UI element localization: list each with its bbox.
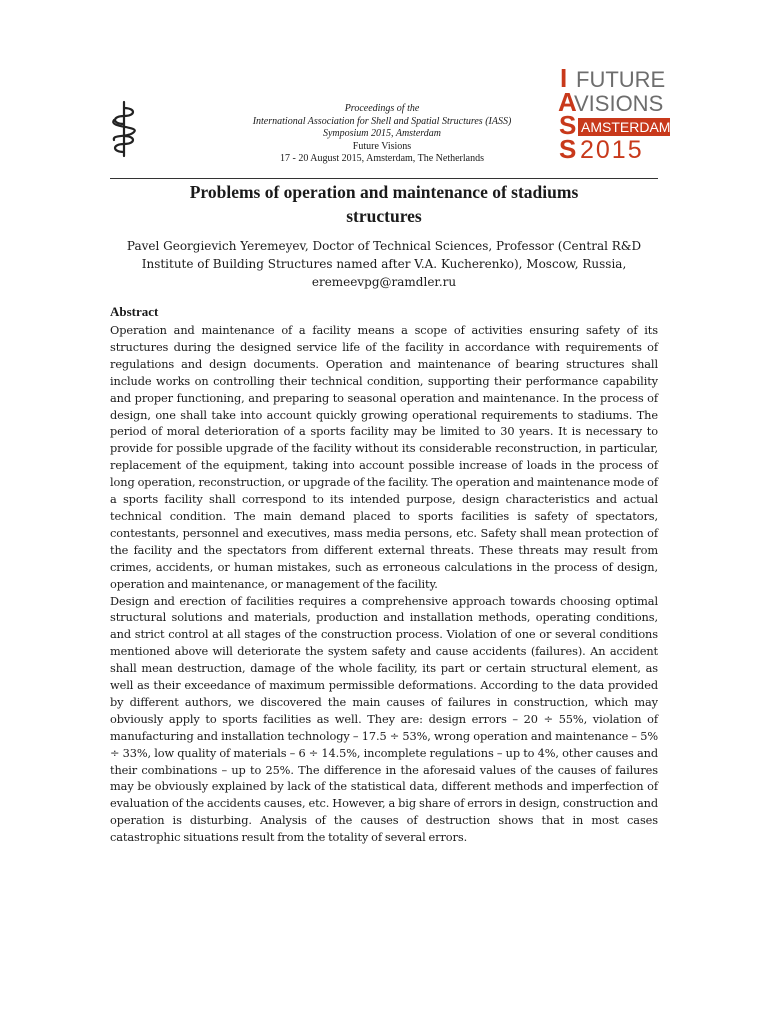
author-line-1: Pavel Georgievich Yeremeyev, Doctor of Technical Sciences, Professor (Central R&D xyxy=(126,239,642,253)
title-line-1: Problems of operation and maintenance of stadiums xyxy=(189,182,579,202)
logo-letter-a: A xyxy=(558,87,577,117)
proceedings-header xyxy=(200,103,564,166)
dates-line: 17 - 20 August 2015, Amsterdam, The Netherlands xyxy=(280,153,484,164)
proceedings-line: Proceedings of the xyxy=(344,103,420,114)
theme-line: Future Visions xyxy=(352,140,412,152)
abstract-paragraph-2: Design and erection of facilities requires a comprehensive approach towards choosing optimal structural solutions and materials, production and installation methods, operating conditions, and strict control at all stages of the construction process. Violation of one or several conditions mentioned above will deteriorate the system safety and cause accidents (failures). An accident shall mean destruction, damage of the whole facility, its part or certain structural element, as well as their exceedance of maximum permissible deformations. According to the data provided by different authors, we discovered the main causes of failures in construction, which may obviously apply to sports facilities as well. They are: design errors – 20 ÷ 55%, violation of manufacturing and installation technology – 17.5 ÷ 53%, wrong operation and maintenance – 5% ÷ 33%, low quality of materials – 6 ÷ 14.5%, incomplete regulations – up to 4%, other causes and their combinations – up to 25%. The difference in the aforesaid values of the causes of failures may be obviously explained by lack of the statistical data, different methods and imperfection of evaluation of the accidents causes, etc. However, a big share of errors in design, construction and operation is disturbing. Analysis of the causes of destruction shows that in most cases catastrophic situations result from the totality of several errors. xyxy=(110,593,658,845)
author-email: eremeevpg@ramdler.ru xyxy=(311,275,457,289)
logo-letter-s1: S xyxy=(559,110,577,140)
logo-word-visions: VISIONS xyxy=(574,91,664,116)
iass-emblem-icon xyxy=(106,100,142,158)
logo-letter-s2: S xyxy=(559,134,577,164)
abstract-heading: Abstract xyxy=(110,304,159,319)
logo-letter-i: I xyxy=(560,63,568,93)
association-line: International Association for Shell and Spatial Structures (IASS) xyxy=(252,115,512,127)
future-visions-logo xyxy=(558,63,671,164)
author-block xyxy=(110,237,658,291)
symposium-line: Symposium 2015, Amsterdam xyxy=(322,128,442,139)
logo-word-future: FUTURE xyxy=(576,67,666,92)
title-line-2: structures xyxy=(346,206,422,226)
logo-word-2015: 2015 xyxy=(580,136,644,164)
author-line-2: Institute of Building Structures named after V.A. Kucherenko), Moscow, Russia, xyxy=(141,257,627,271)
abstract-body xyxy=(110,322,658,846)
paper-title xyxy=(110,180,658,228)
header-divider xyxy=(110,178,658,179)
logo-word-amsterdam: AMSTERDAM xyxy=(581,119,671,135)
abstract-paragraph-1: Operation and maintenance of a facility means a scope of activities ensuring safety of its structures during the designed service life of the facility in accordance with requirements of regulations and design documents. Operation and maintenance of bearing structures shall include works on controlling their technical condition, supporting their performance capability and proper functioning, and preparing to seasonal operation and maintenance. In the process of design, one shall take into account quickly growing operational requirements to stadiums. The period of moral deterioration of a sports facility may be limited to 30 years. It is necessary to provide for possible upgrade of the facility without its considerable reconstruction, in particular, replacement of the equipment, taking into account possible increase of loads in the process of long operation, reconstruction, or upgrade of the facility. The operation and maintenance mode of a sports facility shall correspond to its intended purpose, design characteristics and actual technical condition. The main demand placed to sports facilities is safety of spectators, contestants, personnel and executives, mass media persons, etc. Safety shall mean protection of the facility and the spectators from different external threats. These threats may result from crimes, accidents, or human mistakes, such as erroneous calculations in the process of design, operation and maintenance, or management of the facility. xyxy=(110,323,658,591)
